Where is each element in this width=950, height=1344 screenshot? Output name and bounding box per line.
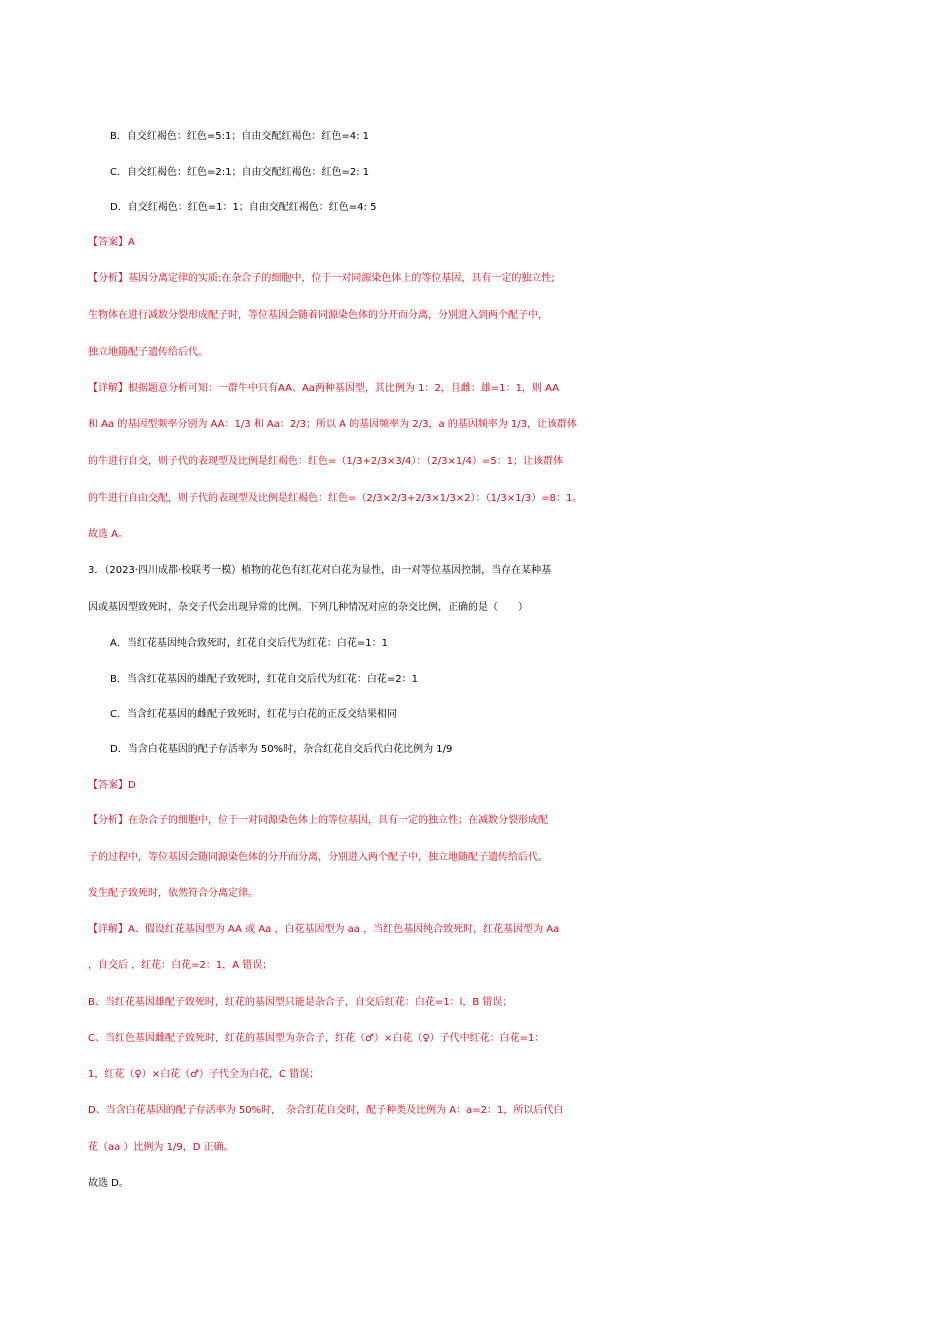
q3-option-c: C．当含红花基因的雌配子致死时，红花与白花的正反交结果相同	[110, 709, 397, 720]
q2-option-b: B．自交红褐色：红色=5:1；自由交配红褐色：红色=4: 1	[110, 131, 369, 142]
q3-detail-line-7: 花（aa ）比例为 1/9，D 正确。	[88, 1142, 234, 1153]
q2-analysis-line-1: 【分析】基因分离定律的实质:在杂合子的细胞中，位于一对同源染色体上的等位基因，具有一定的独立性;	[88, 273, 555, 284]
q3-analysis-line-1: 【分析】在杂合子的细胞中，位于一对同源染色体上的等位基因，具有一定的独立性；在减数分裂形成配	[88, 815, 548, 826]
q3-option-b: B．当含红花基因的雄配子致死时，红花自交后代为红花：白花=2：1	[110, 674, 418, 685]
q3-answer: 【答案】D	[88, 780, 136, 791]
q3-detail-line-5: 1，红花（♀）×白花（♂）子代全为白花，C 错误；	[88, 1069, 320, 1080]
q3-stem-line-1: 3．（2023·四川成都·校联考一模）植物的花色有红花对白花为显性，由一对等位基因控制，当存在某种基	[88, 565, 552, 576]
q2-conclusion: 故选 A。	[88, 529, 129, 540]
q2-detail-line-4: 的牛进行自由交配，则子代的表现型及比例是红褐色：红色=（2/3×2/3+2/3×1/3×2）：（1/3×1/3）=8：1。	[88, 493, 583, 504]
q3-conclusion: 故选 D。	[88, 1178, 129, 1189]
q2-option-d: D．自交红褐色：红色=1：1；自由交配红褐色：红色=4: 5	[110, 202, 377, 213]
q3-stem-line-2: 因或基因型致死时，杂交子代会出现异常的比例。下列几种情况对应的杂交比例，正确的是（ ）	[88, 602, 528, 613]
q2-analysis-line-3: 独立地随配子遗传给后代。	[88, 347, 208, 358]
q3-detail-line-6: D、当含白花基因的配子存活率为 50%时， 杂合红花自交时，配子种类及比例为 A：a=2：1，所以后代白	[88, 1105, 564, 1116]
q3-analysis-line-2: 子的过程中，等位基因会随同源染色体的分开而分离，分别进入两个配子中，独立地随配子遗传给后代。	[88, 852, 548, 863]
q3-detail-line-4: C、当红色基因雌配子致死时，红花的基因型为杂合子，红花（♂）×白花（♀）子代中红花：白花=1：	[88, 1033, 545, 1044]
q3-detail-line-1: 【详解】A、假设红花基因型为 AA 或 Aa ，白花基因型为 aa ，当红色基因纯合致死时，红花基因型为 Aa	[88, 924, 560, 935]
q2-detail-line-3: 的牛进行自交，则子代的表现型及比例是红褐色：红色=（1/3+2/3×3/4）：（2/3×1/4）=5：1；让该群体	[88, 456, 564, 467]
q3-detail-line-3: B、当红花基因雄配子致死时，红花的基因型只能是杂合子，自交后红花：白花=1：l，B 错误；	[88, 997, 513, 1008]
q2-detail-line-2: 和 Aa 的基因型频率分别为 AA：1/3 和 Aa：2/3；所以 A 的基因频率为 2/3，a 的基因频率为 1/3，让该群体	[88, 419, 578, 430]
q2-detail-line-1: 【详解】根据题意分析可知：一群牛中只有AA、Aa两种基因型，其比例为 1：2，且雌：雄=1：1，则 AA	[88, 383, 560, 394]
q3-detail-line-2: ，自交后 ，红花：白花=2：1，A 错误；	[88, 960, 273, 971]
q3-analysis-line-3: 发生配子致死时，依然符合分离定律。	[88, 888, 258, 899]
q2-option-c: C．自交红褐色：红色=2:1；自由交配红褐色：红色=2: 1	[110, 167, 370, 178]
q3-option-d: D．当含白花基因的配子存活率为 50%时，杂合红花自交后代白花比例为 1/9	[110, 744, 453, 755]
q2-answer: 【答案】A	[88, 237, 135, 248]
q2-analysis-line-2: 生物体在进行减数分裂形成配子时，等位基因会随着同源染色体的分开而分离，分别进入到两个配子中，	[88, 310, 548, 321]
q3-option-a: A．当红花基因纯合致死时，红花自交后代为红花：白花=1：1	[110, 638, 388, 649]
